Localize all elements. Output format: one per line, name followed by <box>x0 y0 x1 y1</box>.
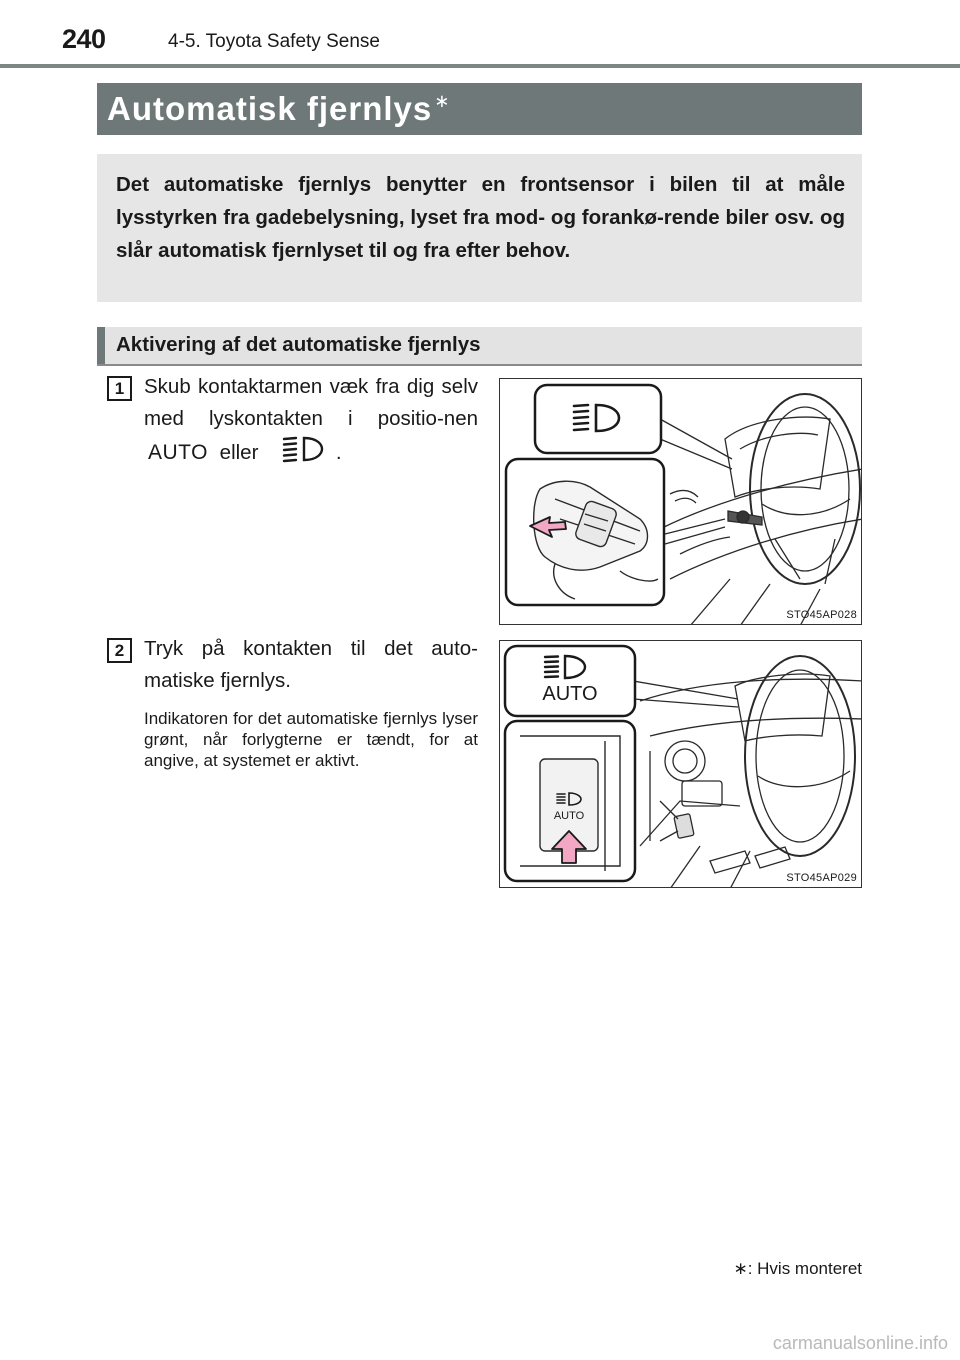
step-number-2: 2 <box>107 638 132 663</box>
watermark: carmanualsonline.info <box>772 1333 948 1353</box>
title-asterisk: ∗ <box>434 91 451 111</box>
figure-1-drawing <box>500 379 862 625</box>
figure-1-code: STO45AP028 <box>786 609 857 621</box>
step-2-note: Indikatoren for det automatiske fjernlys lyser grønt, når forlygterne er tændt, for at angive, at systemet er aktivt. <box>144 709 478 770</box>
figure-2-button-auto-text: AUTO <box>553 810 585 822</box>
section-label: 4-5. Toyota Safety Sense <box>168 31 380 52</box>
page-number: 240 <box>62 24 106 54</box>
page-title <box>107 90 450 128</box>
subsection-accent-bar <box>97 327 105 364</box>
auto-position-label: AUTO <box>148 441 208 464</box>
subsection-title: Aktivering af det automatiske fjernlys <box>116 333 481 356</box>
step-1-text-b: eller <box>219 441 259 464</box>
title-banner <box>97 83 862 135</box>
footnote <box>733 1259 862 1279</box>
step-1-text <box>144 371 478 473</box>
footnote-asterisk: ∗ <box>733 1259 748 1278</box>
header-rule <box>0 64 960 68</box>
intro-box <box>97 154 862 302</box>
page-title-text: Automatisk fjernlys <box>107 90 433 127</box>
step-number-1: 1 <box>107 376 132 401</box>
figure-2-callout-auto-text: AUTO <box>542 683 598 705</box>
figure-2-button-illustration <box>499 640 862 888</box>
step-1-text-c: . <box>335 441 342 464</box>
step-2-text: Tryk på kontakten til det auto-matiske fjernlys. <box>144 637 478 692</box>
figure-2-code: STO45AP029 <box>786 872 857 884</box>
step-1-text-a: Skub kontaktarmen væk fra dig selv med lyskontakten i positio-nen <box>144 375 478 430</box>
intro-text: Det automatiske fjernlys benytter en frontsensor i bilen til at måle lysstyrken fra gadebelysning, lyset fra mod- og forankø-rende biler osv. og slår automatisk fjernlyset til og fra efter behov. <box>116 173 845 262</box>
subsection-header <box>97 327 862 366</box>
figure-1-stalk-illustration <box>499 378 862 625</box>
footnote-text: : Hvis monteret <box>747 1259 862 1278</box>
figure-2-drawing <box>500 641 862 888</box>
high-beam-icon <box>282 435 324 473</box>
